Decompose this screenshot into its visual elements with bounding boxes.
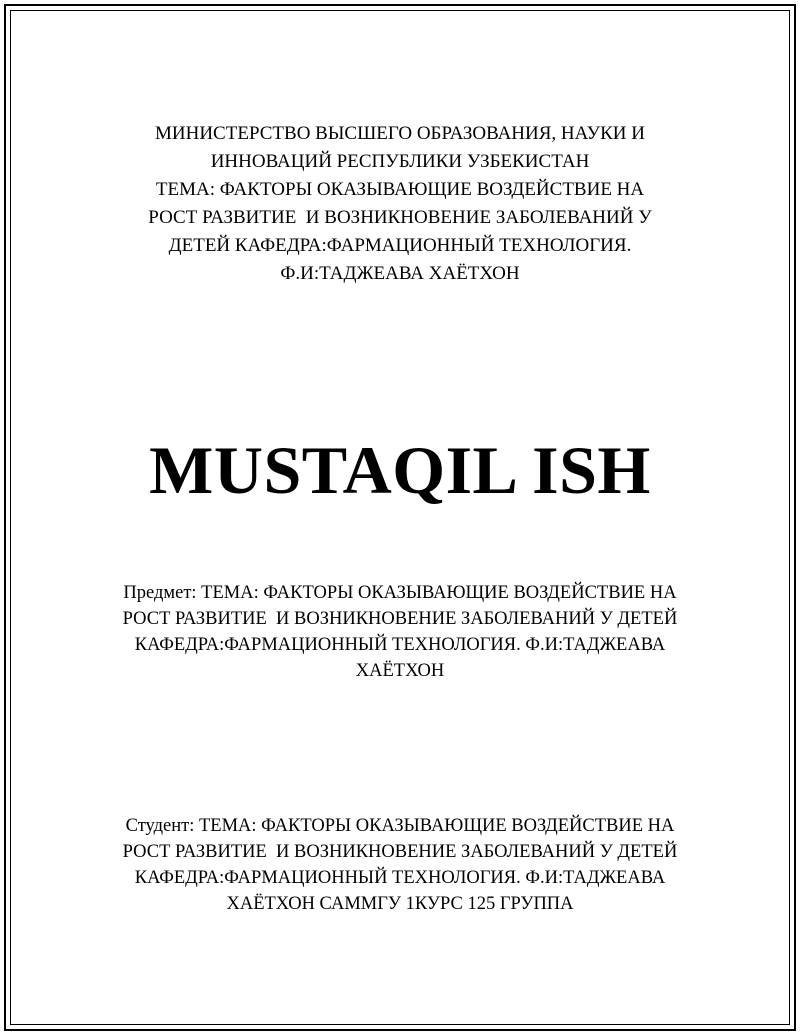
student-line: Студент: ТЕМА: ФАКТОРЫ ОКАЗЫВАЮЩИЕ ВОЗДЕЙСТВИЕ НА bbox=[125, 816, 675, 836]
student-section bbox=[60, 813, 740, 917]
student-line: КАФЕДРА:ФАРМАЦИОННЫЙ ТЕХНОЛОГИЯ. Ф.И:ТАДЖЕАВА bbox=[134, 868, 666, 888]
document-title: MUSTAQIL ISH bbox=[149, 432, 651, 508]
subject-line: ХАЁТХОН bbox=[355, 661, 445, 681]
ministry-header bbox=[60, 120, 740, 288]
subject-line: РОСТ РАЗВИТИЕ И ВОЗНИКНОВЕНИЕ ЗАБОЛЕВАНИЙ У ДЕТЕЙ bbox=[122, 609, 678, 629]
student-line: РОСТ РАЗВИТИЕ И ВОЗНИКНОВЕНИЕ ЗАБОЛЕВАНИЙ У ДЕТЕЙ bbox=[122, 842, 678, 862]
header-line: ДЕТЕЙ КАФЕДРА:ФАРМАЦИОННЫЙ ТЕХНОЛОГИЯ. bbox=[168, 235, 632, 256]
student-line: ХАЁТХОН САММГУ 1КУРС 125 ГРУППА bbox=[226, 894, 574, 914]
header-line: Ф.И:ТАДЖЕАВА ХАЁТХОН bbox=[280, 263, 520, 284]
subject-section bbox=[60, 580, 740, 684]
subject-line: Предмет: ТЕМА: ФАКТОРЫ ОКАЗЫВАЮЩИЕ ВОЗДЕЙСТВИЕ НА bbox=[123, 583, 677, 603]
header-line: МИНИСТЕРСТВО ВЫСШЕГО ОБРАЗОВАНИЯ, НАУКИ И bbox=[155, 123, 645, 144]
header-line: РОСТ РАЗВИТИЕ И ВОЗНИКНОВЕНИЕ ЗАБОЛЕВАНИЙ У bbox=[148, 207, 652, 228]
header-line: ИННОВАЦИЙ РЕСПУБЛИКИ УЗБЕКИСТАН bbox=[210, 151, 590, 172]
subject-line: КАФЕДРА:ФАРМАЦИОННЫЙ ТЕХНОЛОГИЯ. Ф.И:ТАДЖЕАВА bbox=[134, 635, 666, 655]
header-line: ТЕМА: ФАКТОРЫ ОКАЗЫВАЮЩИЕ ВОЗДЕЙСТВИЕ НА bbox=[155, 179, 645, 200]
